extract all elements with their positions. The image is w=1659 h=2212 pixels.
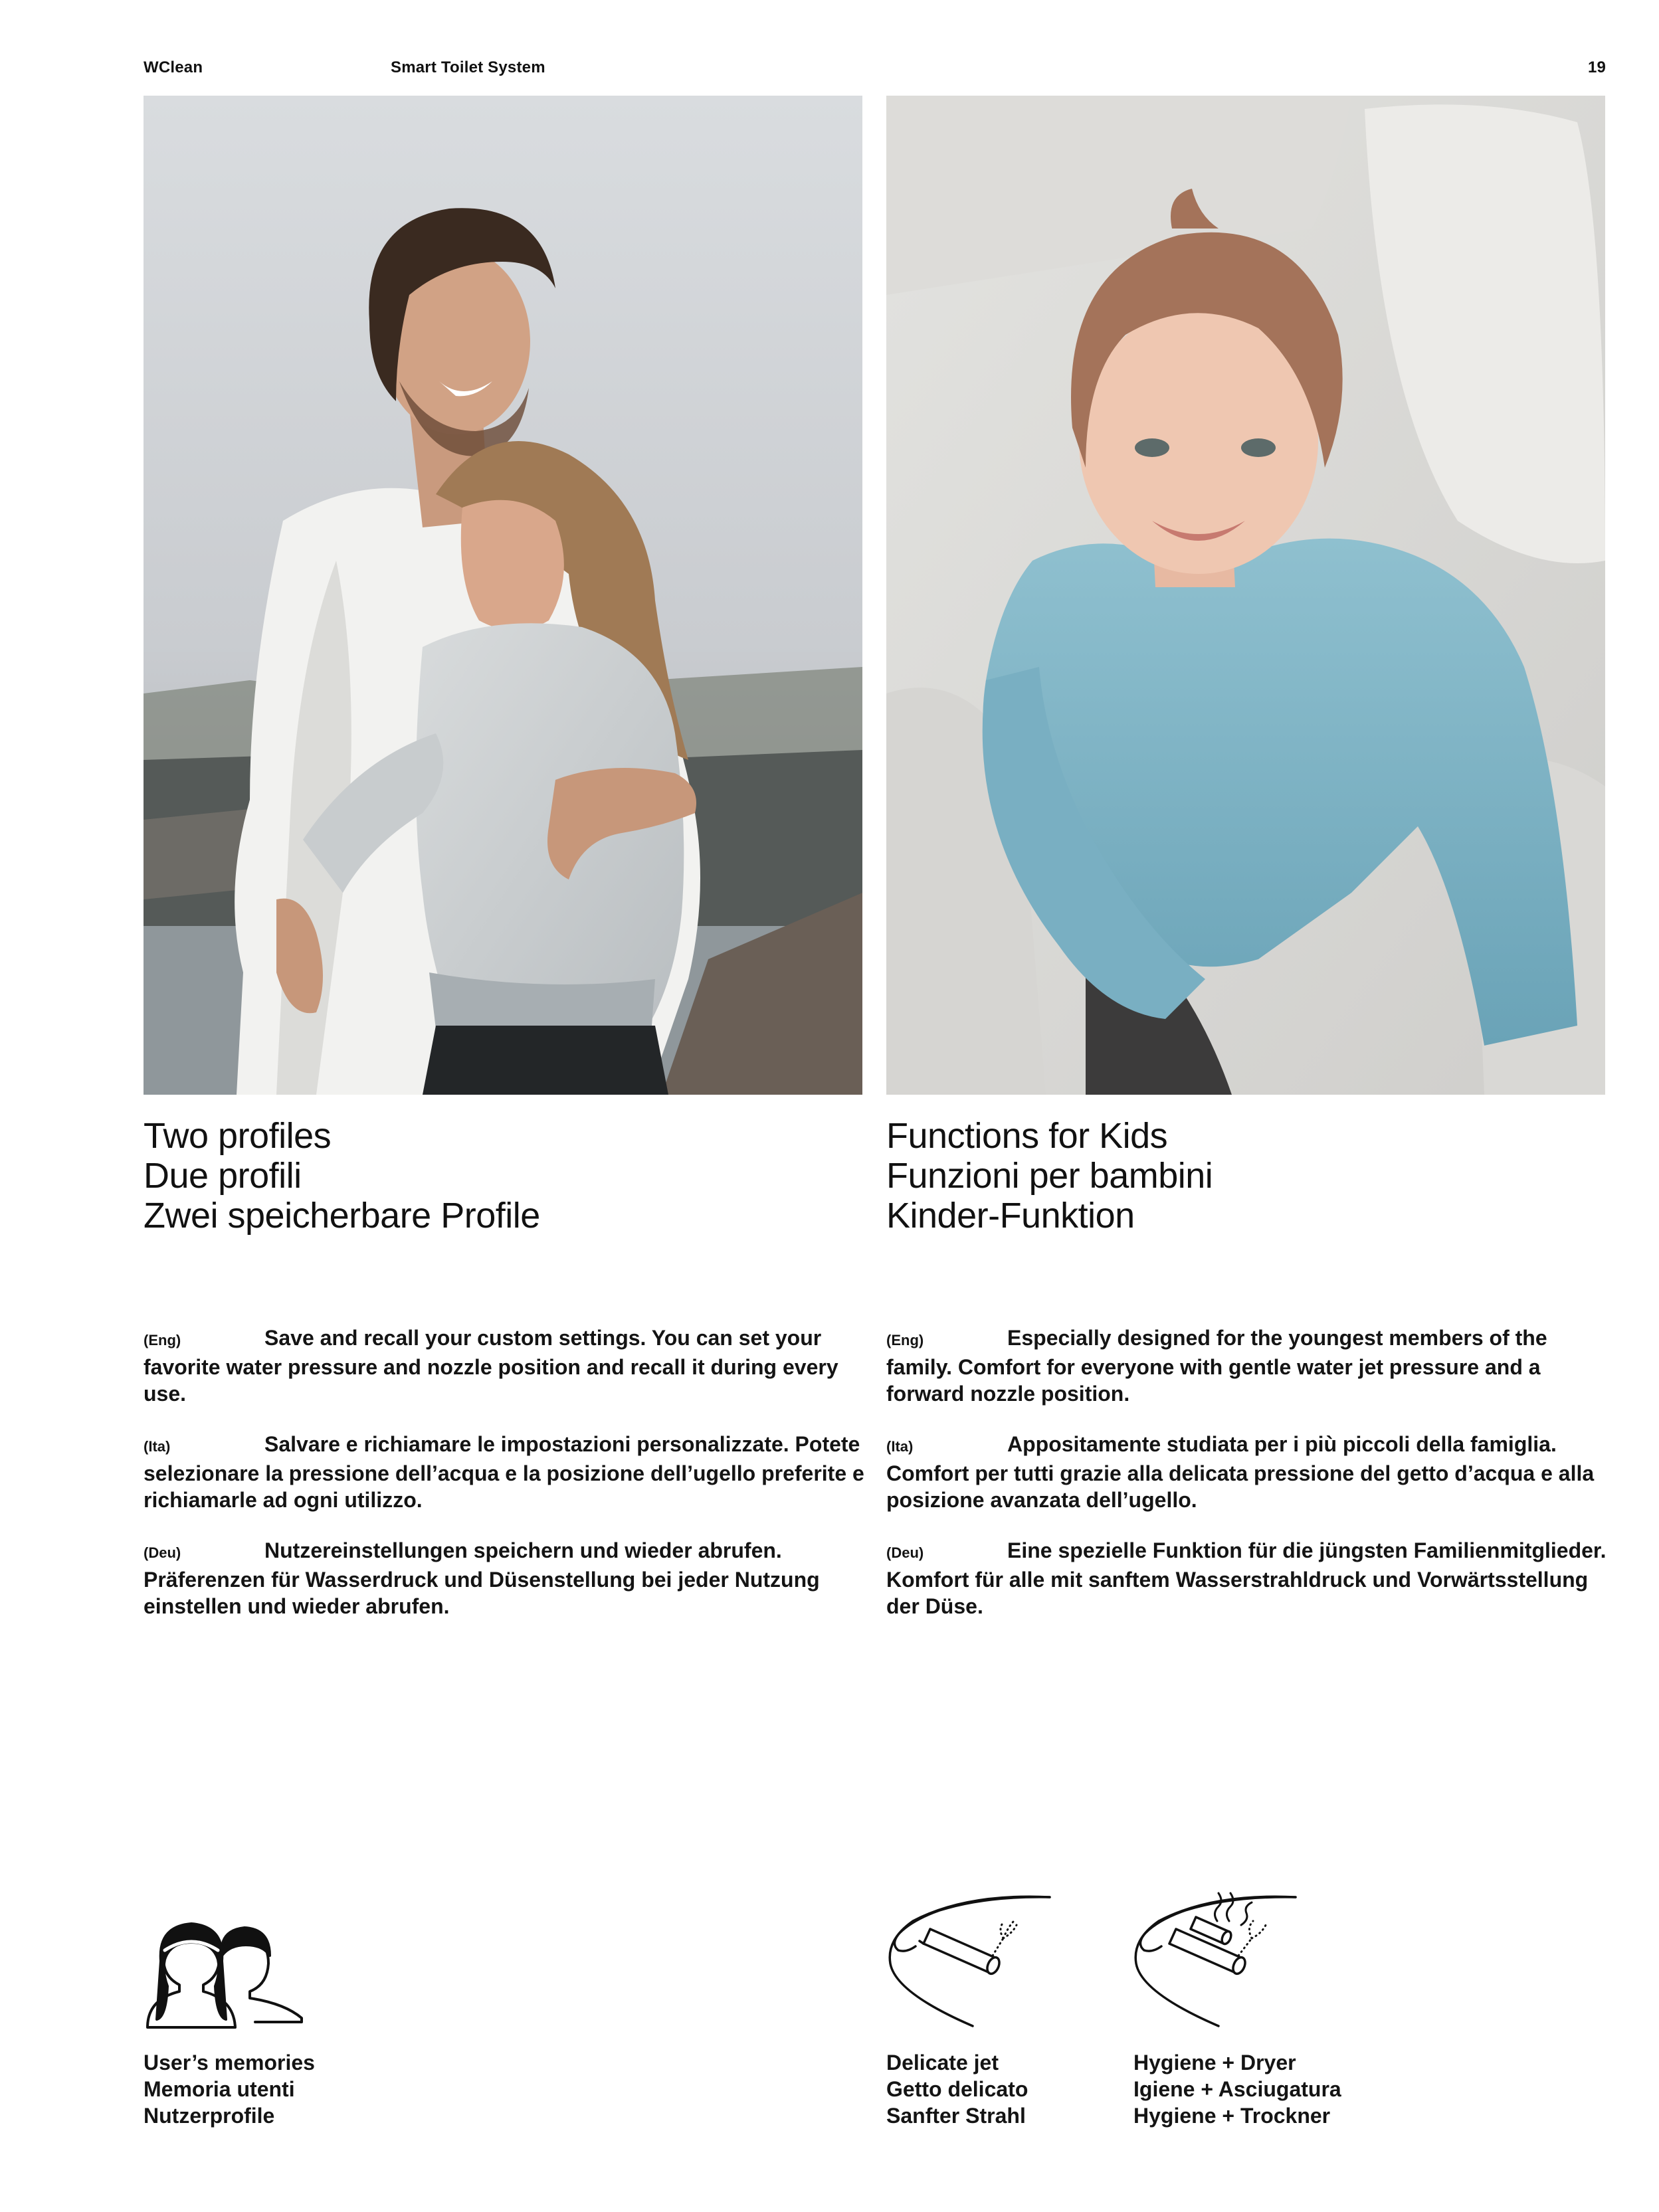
couple-embracing-photo (144, 96, 862, 1095)
left-paragraph-ita (144, 1431, 868, 1513)
right-title-ita: Funzioni per bambini (886, 1156, 1213, 1196)
paragraph-text: Eine spezielle Funktion für die jüngsten Familienmitglieder. Komfort für alle mit sanftem Wasserstrahldruck und Vorwärtsstellung der Düse. (886, 1538, 1607, 1618)
right-paragraph-ita (886, 1431, 1610, 1513)
caption-line: Sanfter Strahl (886, 2104, 1026, 2128)
right-title-eng: Functions for Kids (886, 1116, 1168, 1156)
right-paragraph-eng (886, 1325, 1610, 1407)
left-paragraph-deu (144, 1537, 868, 1619)
page-number: 19 (1588, 58, 1607, 76)
language-tag: (Ita) (886, 1438, 914, 1455)
caption-line: Nutzerprofile (144, 2104, 275, 2128)
right-paragraph-deu (886, 1537, 1610, 1619)
paragraph-text: Appositamente studiata per i più piccoli della famiglia. Comfort per tutti grazie alla delicata pressione del getto d’acqua e alla posizione avanzata dell’ugello. (886, 1432, 1595, 1512)
feature-caption-delicate-jet (886, 2049, 1028, 2129)
left-title-eng: Two profiles (144, 1116, 332, 1156)
left-paragraph-eng (144, 1325, 868, 1407)
hygiene-dryer-icon (1132, 1887, 1305, 2036)
delicate-jet-icon (886, 1887, 1052, 2036)
language-tag: (Deu) (144, 1544, 181, 1561)
caption-line: User’s memories (144, 2051, 315, 2074)
caption-line: Memoria utenti (144, 2077, 295, 2101)
caption-line: Hygiene + Trockner (1133, 2104, 1331, 2128)
paragraph-text: Nutzereinstellungen speichern und wieder abrufen. Präferenzen für Wasserdruck und Düsenstellung bei jeder Nutzung einstellen und wieder abrufen. (144, 1538, 820, 1618)
language-tag: (Ita) (144, 1438, 171, 1455)
smiling-girl-photo (886, 96, 1605, 1095)
right-title-deu: Kinder-Funktion (886, 1196, 1135, 1236)
left-title (144, 1116, 862, 1236)
brand-name: WClean (144, 58, 203, 76)
right-title (886, 1116, 1605, 1236)
paragraph-text: Save and recall your custom settings. You can set your favorite water pressure and nozzle position and recall it during every use. (144, 1326, 838, 1406)
users-icon (144, 1887, 310, 2036)
caption-line: Getto delicato (886, 2077, 1028, 2101)
language-tag: (Eng) (144, 1332, 181, 1348)
caption-line: Delicate jet (886, 2051, 999, 2074)
feature-caption-hygiene-dryer (1133, 2049, 1341, 2129)
feature-caption-users (144, 2049, 315, 2129)
paragraph-text: Salvare e richiamare le impostazioni personalizzate. Potete selezionare la pressione dell’acqua e la posizione dell’ugello preferite e richiamarle ad ogni utilizzo. (144, 1432, 864, 1512)
product-name: Smart Toilet System (391, 58, 545, 76)
paragraph-text: Especially designed for the youngest members of the family. Comfort for everyone with gentle water jet pressure and a forward nozzle position. (886, 1326, 1547, 1406)
caption-line: Hygiene + Dryer (1133, 2051, 1296, 2074)
caption-line: Igiene + Asciugatura (1133, 2077, 1341, 2101)
language-tag: (Deu) (886, 1544, 924, 1561)
left-title-ita: Due profili (144, 1156, 302, 1196)
left-title-deu: Zwei speicherbare Profile (144, 1196, 540, 1236)
language-tag: (Eng) (886, 1332, 924, 1348)
